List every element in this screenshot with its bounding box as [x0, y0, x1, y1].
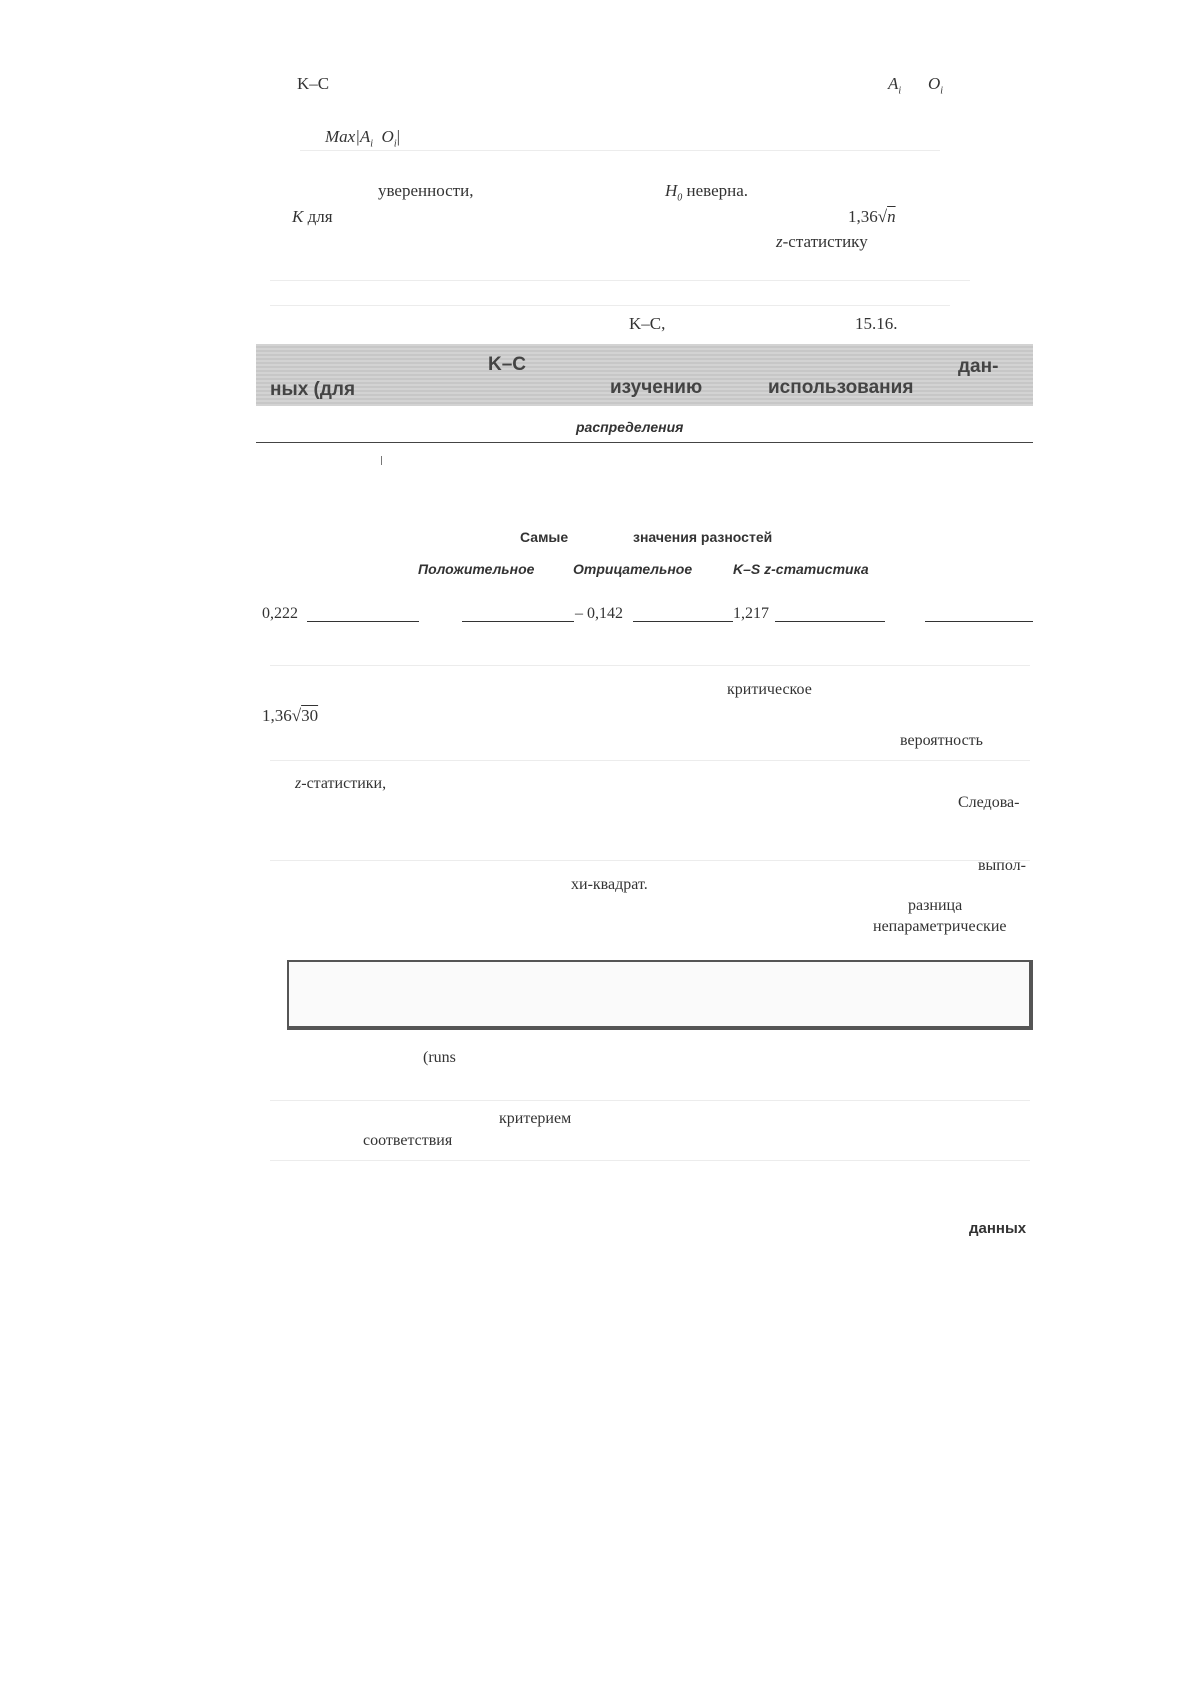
h0-rest: неверна. — [686, 181, 749, 200]
column-ks-z: K–S z-статистика — [733, 561, 869, 577]
fill-line — [307, 621, 419, 622]
ghost-line — [270, 760, 1030, 761]
ghost-line — [270, 305, 950, 306]
table-cell-ks-z: 1,217 — [733, 605, 769, 622]
runs-word: (runs — [423, 1049, 456, 1066]
k-for-rest: для — [307, 207, 333, 226]
h0-statement — [665, 182, 748, 203]
kc-label-top: K–C — [297, 74, 330, 93]
note-box — [287, 960, 1033, 1030]
column-positive: Положительное — [418, 561, 535, 577]
kc-label-mid: K–C, — [629, 314, 666, 333]
k-for-phrase — [292, 208, 333, 225]
fill-line — [925, 621, 1033, 622]
ghost-line — [270, 665, 1030, 666]
max-o-text: O — [381, 127, 394, 146]
a-i-symbol — [888, 75, 901, 96]
o-i-symbol — [928, 75, 943, 96]
header-dan: дан- — [958, 356, 999, 377]
max-expr-sub: i — [370, 138, 374, 150]
header-kc: K–C — [488, 354, 527, 375]
table-subheader: распределения — [576, 419, 684, 435]
z-stats-letter: z — [295, 775, 302, 792]
h0-sub: 0 — [677, 192, 683, 204]
correspondence-word: соответствия — [363, 1132, 453, 1149]
k-letter: K — [292, 207, 304, 226]
therefore-word: Следова- — [958, 794, 1020, 811]
z-statistic-accusative — [776, 233, 868, 250]
ghost-line — [270, 280, 970, 281]
data-word: данных — [969, 1220, 1027, 1237]
figure-reference: 15.16. — [855, 314, 898, 333]
max-o-sub: i — [393, 138, 397, 150]
fill-line — [633, 621, 733, 622]
nonparametric-word: непараметрические — [873, 918, 1007, 935]
header-izuch: изучению — [610, 377, 703, 398]
crit-top-n: n — [887, 207, 896, 226]
z-letter: z — [776, 232, 783, 251]
probability-word: вероятность — [900, 732, 983, 749]
fill-line — [462, 621, 574, 622]
o-i-sub: i — [940, 85, 944, 97]
ghost-line — [300, 150, 940, 151]
z-stat-rest: -статистику — [782, 232, 868, 251]
table-top-rule — [256, 442, 1033, 443]
z-stats-rest: -статистики, — [301, 775, 387, 792]
header-ispolz: использования — [768, 377, 914, 398]
difference-word: разница — [908, 897, 963, 914]
a-i-sub: i — [898, 85, 902, 97]
max-expression: $Max|A_i$ $O_i|$ — [325, 127, 401, 150]
h0-letter: H — [665, 181, 678, 200]
table-cell-negative: – 0,142 — [575, 605, 623, 622]
group-header-1: Самые — [520, 529, 569, 545]
table-cell-positive: 0,222 — [262, 605, 298, 622]
max-expr-text: Max|A — [325, 127, 371, 146]
crit-value-n: 30 — [301, 706, 319, 725]
group-header-2: значения разностей — [633, 529, 773, 545]
crit-top-coef: 1,36√ — [848, 207, 888, 226]
header-nyh: ных (для — [270, 379, 356, 400]
table-header-band — [256, 344, 1033, 406]
crit-value-coef: 1,36√ — [262, 706, 302, 725]
critical-word: критическое — [727, 681, 812, 698]
confidence-word: уверенности, — [378, 181, 474, 200]
ghost-line — [270, 860, 1030, 861]
z-statistics-genitive — [295, 776, 386, 792]
fill-line — [775, 621, 885, 622]
ghost-line — [270, 1160, 1030, 1161]
chi-square-word: хи-квадрат. — [571, 876, 648, 893]
ghost-line — [270, 1100, 1030, 1101]
critical-formula-top — [848, 208, 896, 225]
column-negative: Отрицательное — [573, 561, 693, 577]
stray-tick — [381, 456, 382, 465]
o-i-letter: O — [928, 74, 941, 93]
critical-value — [262, 707, 318, 724]
criterion-word: критерием — [499, 1110, 572, 1127]
a-i-letter: A — [888, 74, 899, 93]
perform-word: выпол- — [978, 857, 1026, 874]
